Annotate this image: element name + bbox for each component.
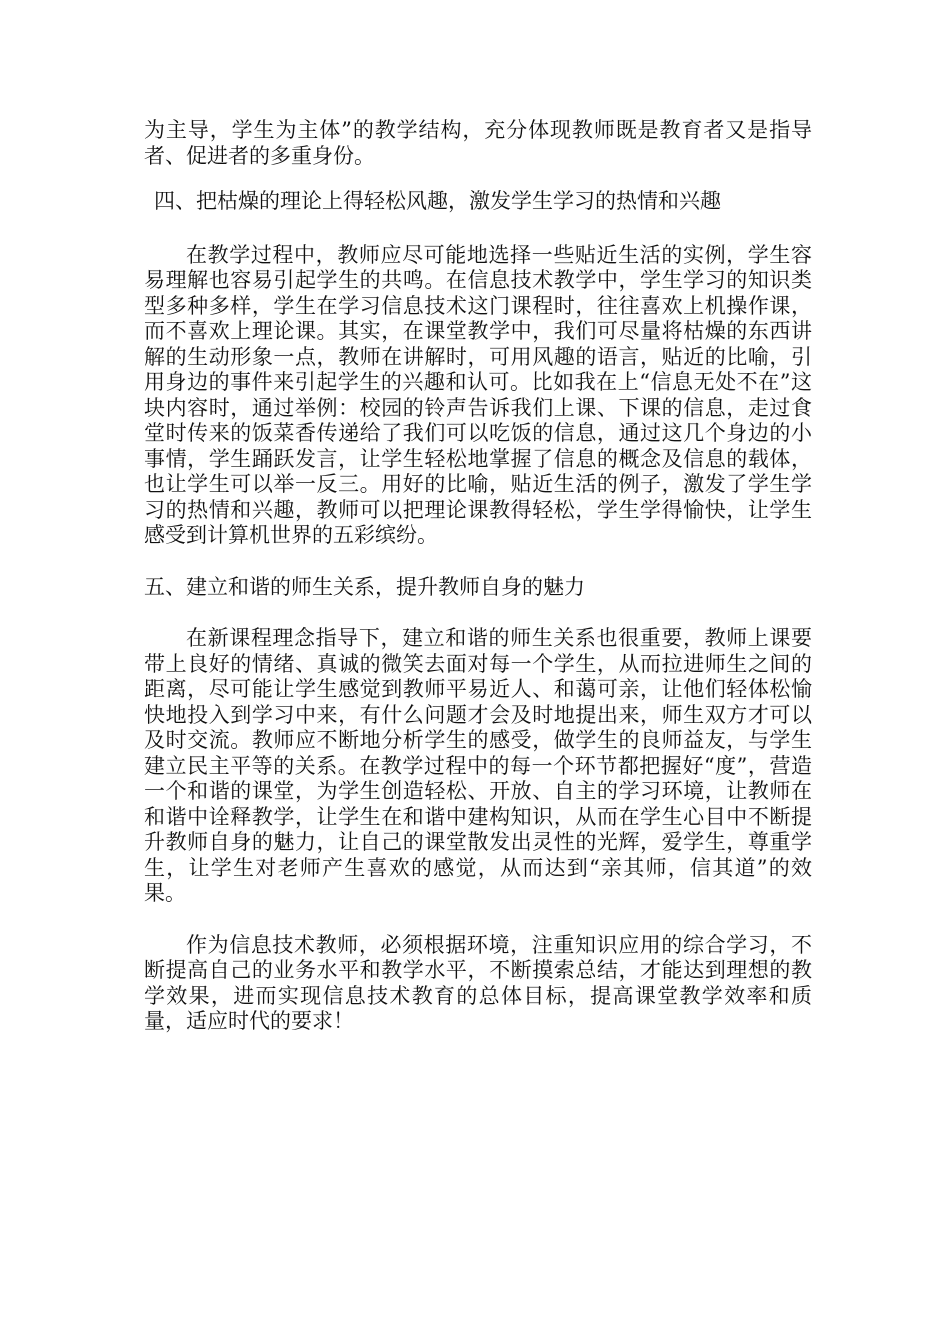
section-four-heading: 四、把枯燥的理论上得轻松风趣，激发学生学习的热情和兴趣 [154,189,721,213]
intro-paragraph: 为主导，学生为主体”的教学结构，充分体现教师既是教育者又是指导者、促进者的多重身份。 [144,118,812,168]
document-body [144,118,812,1035]
conclusion-paragraph: 作为信息技术教师，必须根据环境，注重知识应用的综合学习，不断提高自己的业务水平和教学水平，不断摸索总结，才能达到理想的教学效果，进而实现信息技术教育的总体目标，提高课堂教学效率和质量，适应时代的要求！ [144,932,812,1033]
section-four-paragraph: 在教学过程中，教师应尽可能地选择一些贴近生活的实例，学生容易理解也容易引起学生的共鸣。在信息技术教学中，学生学习的知识类型多种多样，学生在学习信息技术这门课程时，往往喜欢上机操作课，而不喜欢上理论课。其实，在课堂教学中，我们可尽量将枯燥的东西讲解的生动形象一点，教师在讲解时，可用风趣的语言，贴近的比喻，引用身边的事件来引起学生的兴趣和认可。比如我在上“信息无处不在”这块内容时，通过举例：校园的铃声告诉我们上课、下课的信息，走过食堂时传来的饭菜香传递给了我们可以吃饭的信息，通过这几个身边的小事情，学生踊跃发言，让学生轻松地掌握了信息的概念及信息的载体，也让学生可以举一反三。用好的比喻，贴近生活的例子，激发了学生学习的热情和兴趣，教师可以把理论课教得轻松，学生学得愉快，让学生感受到计算机世界的五彩缤纷。 [144,242,812,547]
section-five-heading: 五、建立和谐的师生关系，提升教师自身的魅力 [144,574,585,599]
section-five-paragraph: 在新课程理念指导下，建立和谐的师生关系也很重要，教师上课要带上良好的情绪、真诚的微笑去面对每一个学生，从而拉进师生之间的距离，尽可能让学生感觉到教师平易近人、和蔼可亲，让他们轻体松愉快地投入到学习中来，有什么问题才会及时地提出来，师生双方才可以及时交流。教师应不断地分析学生的感受，做学生的良师益友，与学生建立民主平等的关系。在教学过程中的每一个环节都把握好“度”，营造一个和谐的课堂，为学生创造轻松、开放、自主的学习环境，让教师在和谐中诠释教学，让学生在和谐中建构知识，从而在学生心目中不断提升教师自身的魅力，让自己的课堂散发出灵性的光辉，爱学生，尊重学生，让学生对老师产生喜欢的感觉，从而达到“亲其师，信其道”的效果。 [144,626,812,905]
